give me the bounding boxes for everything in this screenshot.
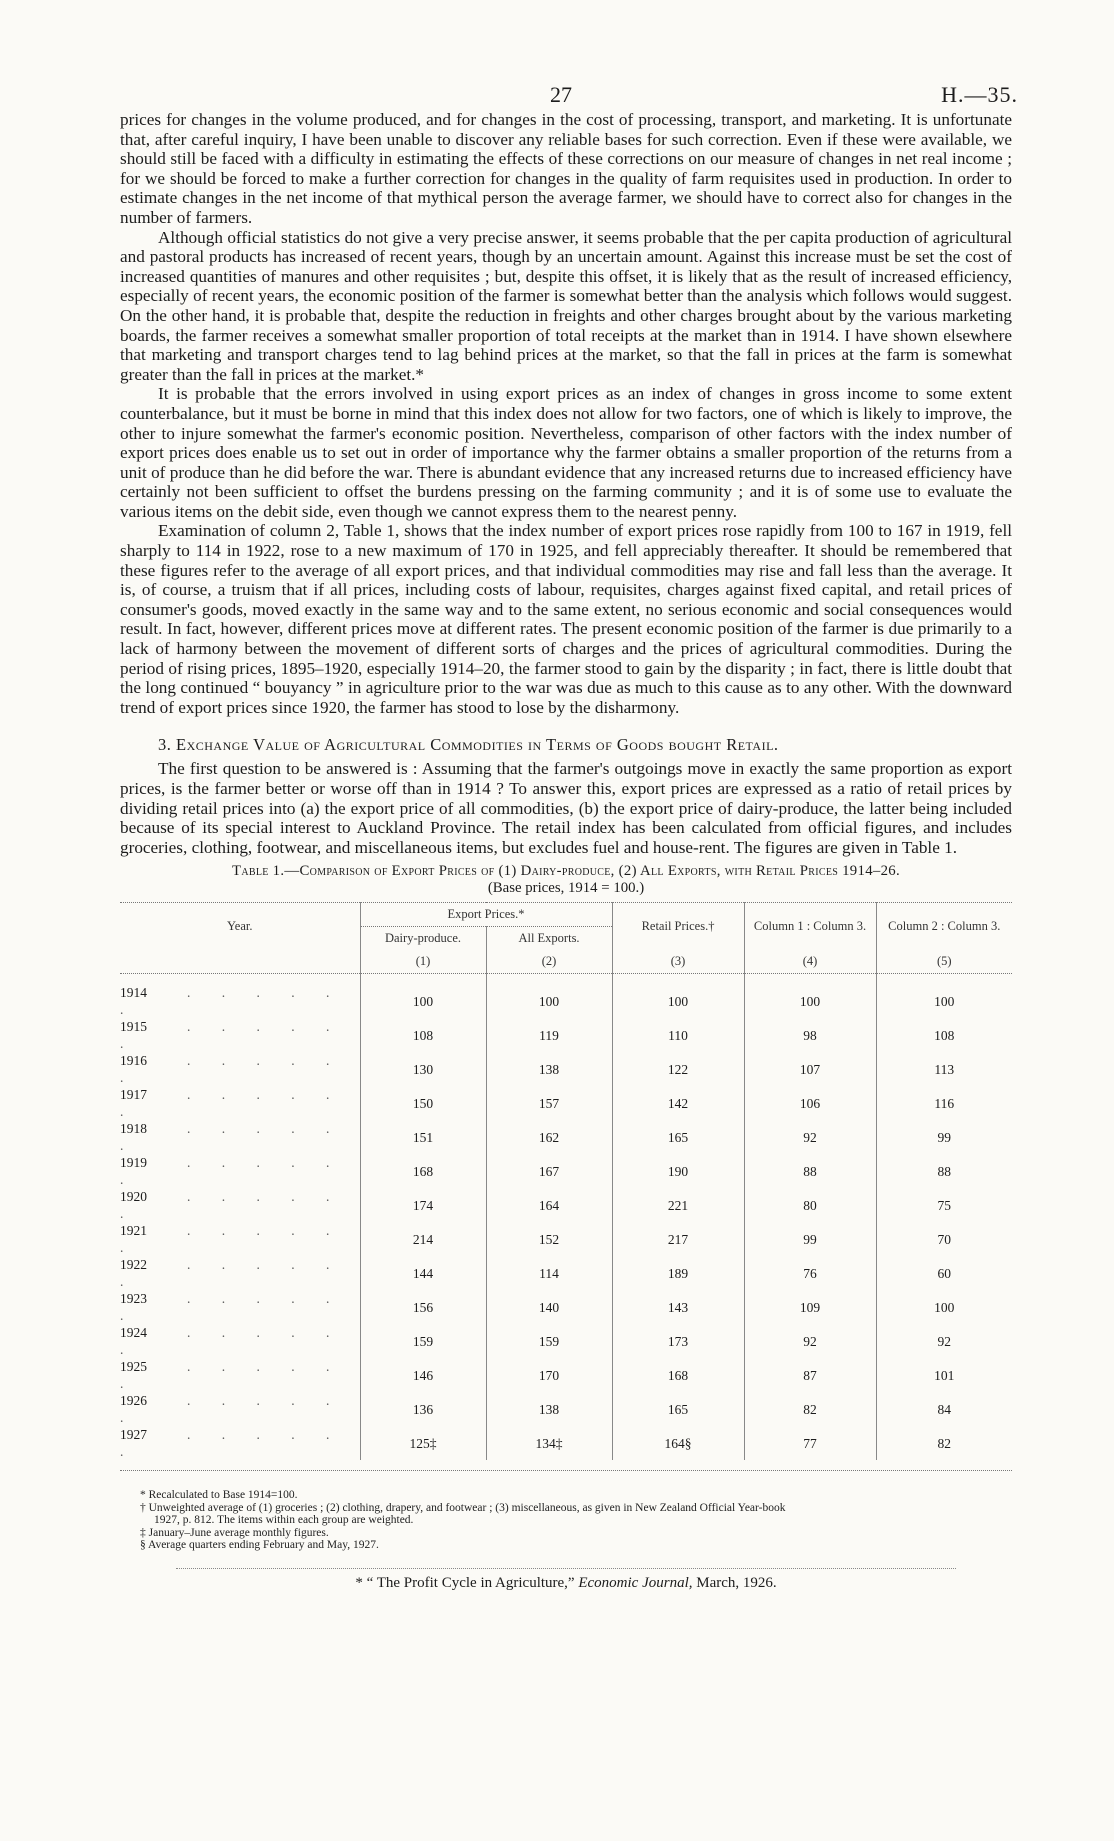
year-cell bbox=[120, 1086, 360, 1120]
leader-dots: . . . . . . bbox=[120, 1189, 344, 1222]
value-cell-c5: 70 bbox=[876, 1222, 1012, 1256]
year-label: 1922 bbox=[120, 1257, 147, 1273]
year-cell bbox=[120, 1052, 360, 1086]
table-row bbox=[120, 1120, 1012, 1154]
value-cell-c3: 122 bbox=[612, 1052, 744, 1086]
page-number: 27 bbox=[550, 82, 572, 107]
leader-dots: . . . . . . bbox=[120, 1257, 344, 1290]
document-reference: H.—35. bbox=[941, 82, 1018, 107]
leader-dots: . . . . . . bbox=[120, 1223, 344, 1256]
year-cell bbox=[120, 1154, 360, 1188]
value-cell-c5: 101 bbox=[876, 1358, 1012, 1392]
value-cell-c1: 174 bbox=[360, 1188, 486, 1222]
year-label: 1918 bbox=[120, 1121, 147, 1137]
year-label: 1919 bbox=[120, 1155, 147, 1171]
value-cell-c4: 80 bbox=[744, 1188, 876, 1222]
value-cell-c2: 100 bbox=[486, 974, 612, 1019]
footnote: ‡ January–June average monthly figures. bbox=[140, 1526, 329, 1539]
year-label: 1927 bbox=[120, 1427, 147, 1443]
table-row bbox=[120, 1154, 1012, 1188]
footnote: † Unweighted average of (1) groceries ; (2) clothing, drapery, and footwear ; (3) miscellaneous, as given in New Zealand Official Year-book bbox=[140, 1501, 786, 1514]
value-cell-c2: 114 bbox=[486, 1256, 612, 1290]
value-cell-c1: 146 bbox=[360, 1358, 486, 1392]
value-cell-c3: 189 bbox=[612, 1256, 744, 1290]
leader-dots: . . . . . . bbox=[120, 1427, 344, 1460]
header-retail-prices: Retail Prices.† bbox=[612, 903, 744, 951]
footnote: § Average quarters ending February and May, 1927. bbox=[140, 1539, 379, 1552]
paragraph-2: Although official statistics do not give a very precise answer, it seems probable that the per capita production of agricultural and pastoral products has increased of recent years, though by an uncertain amount. Against this increase must be set the cost of increased quantities of manures and other requisites ; but, despite this offset, it is likely that as the result of increased efficiency, especially of recent years, the economic position of the farmer is somewhat better than the analysis which follows would suggest. On the other hand, it is probable that, despite the reduction in freights and other charges brought about by the various marketing boards, the farmer receives a somewhat smaller proportion of total receipts at the market than in 1914. I have shown elsewhere that marketing and transport charges tend to lag behind prices at the market, so that the fall in prices at the farm is somewhat greater than the fall in prices at the market.* bbox=[120, 227, 1012, 384]
leader-dots: . . . . . . bbox=[120, 1291, 344, 1324]
column-number: (4) bbox=[744, 950, 876, 974]
paragraph-1: prices for changes in the volume produced, and for changes in the cost of processing, transport, and marketing. It is unfortunate that, after careful inquiry, I have been unable to discover any reliable bases for such correction. Even if these were available, we should still be faced with a difficulty in estimating the effects of these corrections on our measure of changes in net real income ; for we should be forced to make a further correction for changes in the quality of farm requisites used in production. In order to estimate changes in the net income of that mythical person the average farmer, we should have to correct also for changes in the number of farmers. bbox=[120, 110, 1012, 227]
year-cell bbox=[120, 1358, 360, 1392]
value-cell-c4: 100 bbox=[744, 974, 876, 1019]
column-number: (1) bbox=[360, 950, 486, 974]
header-export-prices: Export Prices.* bbox=[360, 903, 612, 927]
year-cell bbox=[120, 1324, 360, 1358]
leader-dots: . . . . . . bbox=[120, 1019, 344, 1052]
value-cell-c4: 99 bbox=[744, 1222, 876, 1256]
leader-dots: . . . . . . bbox=[120, 1121, 344, 1154]
value-cell-c1: 100 bbox=[360, 974, 486, 1019]
value-cell-c5: 100 bbox=[876, 1290, 1012, 1324]
table-footnotes bbox=[120, 1489, 1012, 1552]
table-row bbox=[120, 1358, 1012, 1392]
value-cell-c2: 140 bbox=[486, 1290, 612, 1324]
header-all-exports: All Exports. bbox=[486, 927, 612, 951]
table-row bbox=[120, 974, 1012, 1019]
value-cell-c3: 100 bbox=[612, 974, 744, 1019]
value-cell-c1: 159 bbox=[360, 1324, 486, 1358]
value-cell-c5: 82 bbox=[876, 1426, 1012, 1460]
table-row bbox=[120, 1392, 1012, 1426]
value-cell-c1: 125‡ bbox=[360, 1426, 486, 1460]
year-label: 1915 bbox=[120, 1019, 147, 1035]
table-row bbox=[120, 1290, 1012, 1324]
table-row bbox=[120, 1052, 1012, 1086]
value-cell-c5: 84 bbox=[876, 1392, 1012, 1426]
footnote-divider bbox=[176, 1568, 956, 1569]
export-prices-table bbox=[120, 902, 1012, 1460]
year-label: 1917 bbox=[120, 1087, 147, 1103]
value-cell-c3: 173 bbox=[612, 1324, 744, 1358]
value-cell-c1: 136 bbox=[360, 1392, 486, 1426]
header-year: Year. bbox=[227, 919, 253, 934]
table-row bbox=[120, 1256, 1012, 1290]
value-cell-c1: 144 bbox=[360, 1256, 486, 1290]
year-label: 1925 bbox=[120, 1359, 147, 1375]
value-cell-c1: 108 bbox=[360, 1018, 486, 1052]
value-cell-c2: 167 bbox=[486, 1154, 612, 1188]
value-cell-c2: 164 bbox=[486, 1188, 612, 1222]
value-cell-c2: 159 bbox=[486, 1324, 612, 1358]
value-cell-c2: 157 bbox=[486, 1086, 612, 1120]
value-cell-c5: 88 bbox=[876, 1154, 1012, 1188]
value-cell-c3: 142 bbox=[612, 1086, 744, 1120]
value-cell-c3: 165 bbox=[612, 1120, 744, 1154]
value-cell-c2: 138 bbox=[486, 1052, 612, 1086]
year-label: 1920 bbox=[120, 1189, 147, 1205]
footnote: 1927, p. 812. The items within each group are weighted. bbox=[154, 1514, 414, 1527]
table-row bbox=[120, 1426, 1012, 1460]
leader-dots: . . . . . . bbox=[120, 1393, 344, 1426]
page-header bbox=[120, 0, 1018, 110]
leader-dots: . . . . . . bbox=[120, 1155, 344, 1188]
column-number: (5) bbox=[876, 950, 1012, 974]
table-title: Table 1.—Comparison of Export Prices of (1) Dairy-produce, (2) All Exports, with Retail Prices 1914–26. bbox=[232, 863, 900, 880]
table-row bbox=[120, 1086, 1012, 1120]
table-row bbox=[120, 1188, 1012, 1222]
value-cell-c4: 76 bbox=[744, 1256, 876, 1290]
value-cell-c1: 156 bbox=[360, 1290, 486, 1324]
year-cell bbox=[120, 1290, 360, 1324]
value-cell-c3: 110 bbox=[612, 1018, 744, 1052]
year-cell bbox=[120, 1018, 360, 1052]
leader-dots: . . . . . . bbox=[120, 985, 344, 1018]
value-cell-c3: 165 bbox=[612, 1392, 744, 1426]
paragraph-3: It is probable that the errors involved in using export prices as an index of changes in gross income to some extent counterbalance, but it must be borne in mind that this index does not allow for two factors, one of which is likely to improve, the other to injure somewhat the farmer's economic position. Nevertheless, comparison of other factors with the index number of export prices does enable us to set out in order of importance why the farmer obtains a smaller proportion of the returns from a unit of produce than he did before the war. There is abundant evidence that any increased returns due to increased efficiency have certainly not been sufficient to offset the burdens pressing on the farming community ; and it is of some use to evaluate the various items on the debit side, even though we cannot express them to the nearest penny. bbox=[120, 384, 1012, 521]
year-label: 1921 bbox=[120, 1223, 147, 1239]
year-cell bbox=[120, 1392, 360, 1426]
table-bottom-rule bbox=[120, 1470, 1012, 1471]
value-cell-c4: 88 bbox=[744, 1154, 876, 1188]
page-footnote-journal: Economic Journal, bbox=[578, 1574, 693, 1591]
table-subtitle: (Base prices, 1914 = 100.) bbox=[487, 880, 645, 897]
value-cell-c4: 92 bbox=[744, 1120, 876, 1154]
year-label: 1914 bbox=[120, 985, 147, 1001]
value-cell-c3: 221 bbox=[612, 1188, 744, 1222]
paragraph-4: Examination of column 2, Table 1, shows that the index number of export prices rose rapidly from 100 to 167 in 1919, fell sharply to 114 in 1922, rose to a new maximum of 170 in 1925, and fell appreciably thereafter. It should be remembered that these figures refer to the average of all export prices, and that individual commodities may rise and fall less than the average. It is, of course, a truism that if all prices, including costs of labour, requisites, charges against fixed capital, and retail prices of consumer's goods, moved exactly in the same way and to the same extent, no serious economic and social consequences would result. In fact, however, different prices move at different rates. The present economic position of the farmer is due primarily to a lack of harmony between the movement of different sorts of charges and the prices of agricultural commodities. During the period of rising prices, 1895–1920, especially 1914–20, the farmer stood to gain by the disparity ; in fact, there is little doubt that the long continued “ bouyancy ” in agriculture prior to the war was due as much to this cause as to any other. With the downward trend of export prices since 1920, the farmer has stood to lose by the disharmony. bbox=[120, 521, 1012, 717]
value-cell-c3: 217 bbox=[612, 1222, 744, 1256]
value-cell-c1: 150 bbox=[360, 1086, 486, 1120]
value-cell-c5: 60 bbox=[876, 1256, 1012, 1290]
leader-dots: . . . . . . bbox=[120, 1053, 344, 1086]
year-label: 1924 bbox=[120, 1325, 147, 1341]
value-cell-c4: 77 bbox=[744, 1426, 876, 1460]
value-cell-c2: 134‡ bbox=[486, 1426, 612, 1460]
value-cell-c4: 107 bbox=[744, 1052, 876, 1086]
value-cell-c5: 100 bbox=[876, 974, 1012, 1019]
value-cell-c5: 75 bbox=[876, 1188, 1012, 1222]
leader-dots: . . . . . . bbox=[120, 1359, 344, 1392]
leader-dots: . . . . . . bbox=[120, 1087, 344, 1120]
value-cell-c3: 190 bbox=[612, 1154, 744, 1188]
value-cell-c2: 170 bbox=[486, 1358, 612, 1392]
value-cell-c4: 109 bbox=[744, 1290, 876, 1324]
value-cell-c4: 87 bbox=[744, 1358, 876, 1392]
value-cell-c1: 168 bbox=[360, 1154, 486, 1188]
header-col1-col3: Column 1 : Column 3. bbox=[744, 903, 876, 951]
value-cell-c2: 119 bbox=[486, 1018, 612, 1052]
year-cell bbox=[120, 1120, 360, 1154]
year-cell bbox=[120, 1188, 360, 1222]
table-row bbox=[120, 1018, 1012, 1052]
value-cell-c5: 108 bbox=[876, 1018, 1012, 1052]
value-cell-c3: 168 bbox=[612, 1358, 744, 1392]
year-cell bbox=[120, 1426, 360, 1460]
value-cell-c4: 92 bbox=[744, 1324, 876, 1358]
year-cell bbox=[120, 1256, 360, 1290]
value-cell-c2: 162 bbox=[486, 1120, 612, 1154]
value-cell-c5: 113 bbox=[876, 1052, 1012, 1086]
year-label: 1926 bbox=[120, 1393, 147, 1409]
header-dairy-produce: Dairy-produce. bbox=[360, 927, 486, 951]
column-number: (2) bbox=[486, 950, 612, 974]
page-footnote bbox=[120, 1575, 1012, 1592]
page-footnote-suffix: March, 1926. bbox=[692, 1574, 777, 1591]
year-label: 1916 bbox=[120, 1053, 147, 1069]
section-heading: 3. Exchange Value of Agricultural Commodities in Terms of Goods bought Retail. bbox=[158, 735, 779, 755]
value-cell-c1: 214 bbox=[360, 1222, 486, 1256]
value-cell-c3: 164§ bbox=[612, 1426, 744, 1460]
year-label: 1923 bbox=[120, 1291, 147, 1307]
value-cell-c4: 82 bbox=[744, 1392, 876, 1426]
value-cell-c2: 152 bbox=[486, 1222, 612, 1256]
footnote: * Recalculated to Base 1914=100. bbox=[140, 1489, 298, 1502]
value-cell-c1: 130 bbox=[360, 1052, 486, 1086]
value-cell-c5: 99 bbox=[876, 1120, 1012, 1154]
year-cell bbox=[120, 974, 360, 1019]
table-row bbox=[120, 1324, 1012, 1358]
section-paragraph: The first question to be answered is : Assuming that the farmer's outgoings move in exactly the same proportion as export prices, is the farmer better or worse off than in 1914 ? To answer this, export prices are expressed as a ratio of retail prices by dividing retail prices into (a) the export price of all commodities, (b) the export price of dairy-produce, the latter being included because of its special interest to Auckland Province. The retail index has been calculated from official figures, and includes groceries, clothing, footwear, and miscellaneous items, but excludes fuel and house-rent. The figures are given in Table 1. bbox=[120, 759, 1012, 857]
header-col2-col3: Column 2 : Column 3. bbox=[876, 903, 1012, 951]
column-number: (3) bbox=[612, 950, 744, 974]
document-page bbox=[120, 0, 1018, 1592]
value-cell-c2: 138 bbox=[486, 1392, 612, 1426]
value-cell-c3: 143 bbox=[612, 1290, 744, 1324]
year-cell bbox=[120, 1222, 360, 1256]
page-footnote-prefix: * “ The Profit Cycle in Agriculture,” bbox=[355, 1574, 579, 1591]
value-cell-c5: 116 bbox=[876, 1086, 1012, 1120]
leader-dots: . . . . . . bbox=[120, 1325, 344, 1358]
table-row bbox=[120, 1222, 1012, 1256]
value-cell-c4: 106 bbox=[744, 1086, 876, 1120]
value-cell-c1: 151 bbox=[360, 1120, 486, 1154]
value-cell-c5: 92 bbox=[876, 1324, 1012, 1358]
value-cell-c4: 98 bbox=[744, 1018, 876, 1052]
